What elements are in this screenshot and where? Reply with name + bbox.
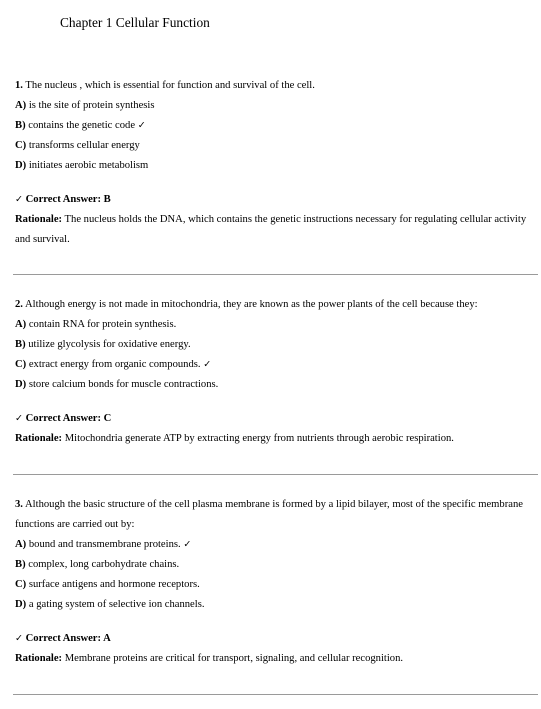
rationale: Rationale: The nucleus holds the DNA, which contains the genetic instructions necessary for regulating cellular activity and survival.	[15, 214, 527, 245]
rationale: Rationale: Mitochondria generate ATP by extracting energy from nutrients through aerobic respiration.	[15, 433, 454, 444]
correct-answer: ✓ Correct Answer: C	[15, 413, 112, 424]
option-b: B) contains the genetic code ✓	[15, 120, 146, 131]
question-stem: 1. The nucleus , which is essential for function and survival of the cell.	[15, 80, 315, 91]
option-b: B) complex, long carbohydrate chains.	[15, 559, 180, 570]
check-icon: ✓	[15, 633, 23, 644]
option-d: D) a gating system of selective ion channels.	[15, 599, 205, 610]
option-c: C) extract energy from organic compounds. ✓	[15, 359, 212, 370]
check-icon: ✓	[203, 359, 212, 370]
divider	[13, 274, 538, 275]
option-d: D) store calcium bonds for muscle contractions.	[15, 379, 219, 390]
correct-answer: ✓ Correct Answer: A	[15, 633, 111, 644]
rationale: Rationale: Membrane proteins are critical for transport, signaling, and cellular recognition.	[15, 653, 404, 664]
check-icon: ✓	[183, 539, 192, 550]
check-icon: ✓	[15, 194, 23, 205]
check-icon: ✓	[137, 120, 146, 131]
page-title: Chapter 1 Cellular Function	[60, 15, 210, 30]
correct-answer: ✓ Correct Answer: B	[15, 194, 111, 205]
divider	[13, 694, 538, 695]
option-b: B) utilize glycolysis for oxidative energy.	[15, 339, 191, 350]
option-d: D) initiates aerobic metabolism	[15, 160, 149, 171]
question-1	[15, 76, 527, 250]
option-c: C) transforms cellular energy	[15, 140, 140, 151]
question-stem: 2. Although energy is not made in mitochondria, they are known as the power plants of the cell because they:	[15, 299, 478, 310]
option-a: A) contain RNA for protein synthesis.	[15, 319, 177, 330]
divider	[13, 474, 538, 475]
question-2	[15, 295, 527, 449]
option-a: A) is the site of protein synthesis	[15, 100, 155, 111]
question-3	[15, 495, 527, 669]
option-c: C) surface antigens and hormone receptors.	[15, 579, 200, 590]
option-a: A) bound and transmembrane proteins. ✓	[15, 539, 192, 550]
check-icon: ✓	[15, 413, 23, 424]
question-stem: 3. Although the basic structure of the cell plasma membrane is formed by a lipid bilayer, most of the specific membrane functions are carried out by:	[15, 499, 523, 530]
